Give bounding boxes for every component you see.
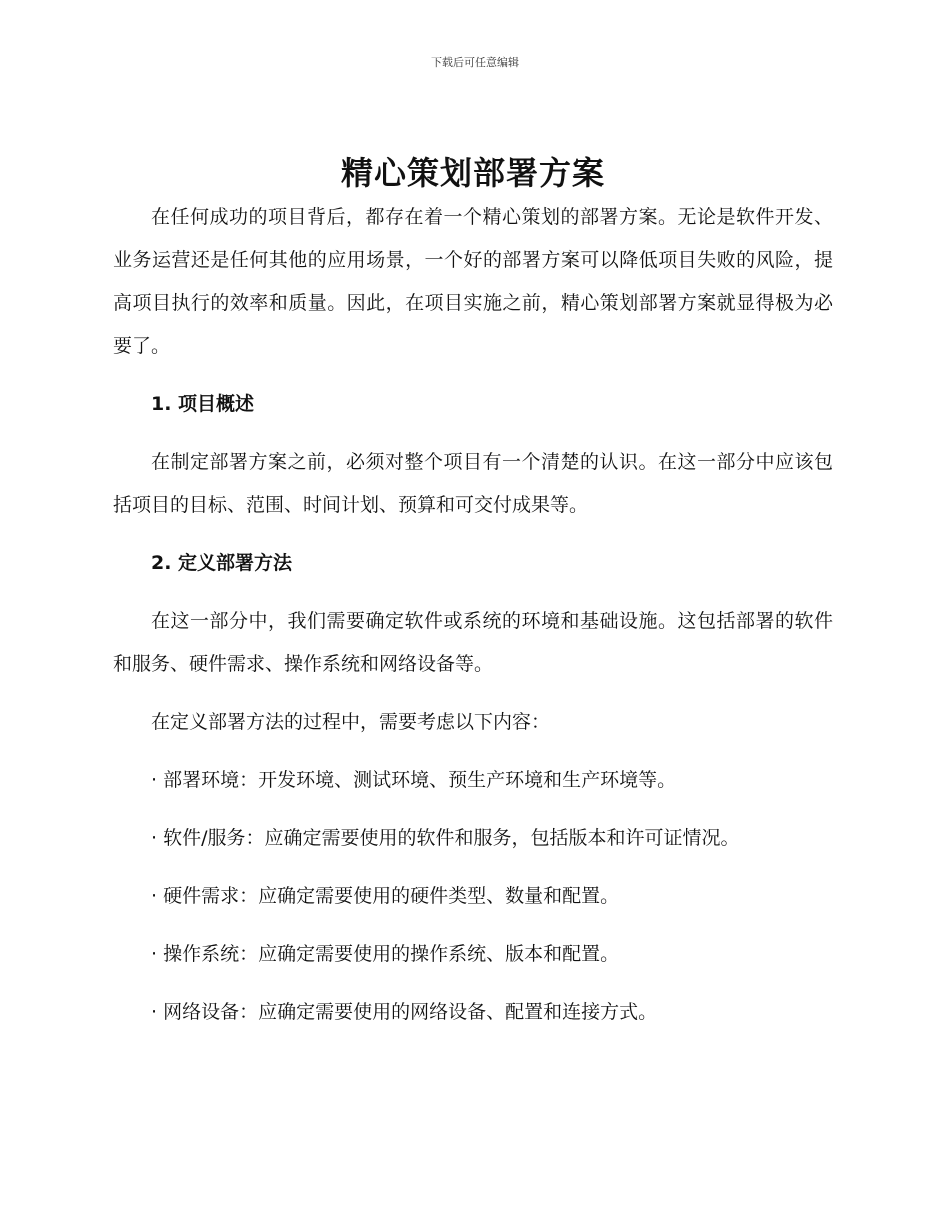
- section-heading-overview: 1. 项目概述: [151, 393, 255, 415]
- document-content: [113, 150, 833, 1034]
- section-overview-body: 在制定部署方案之前，必须对整个项目有一个清楚的认识。在这一部分中应该包括项目的目标、范围、时间计划、预算和可交付成果等。: [113, 451, 833, 516]
- section-deployment-body: 在这一部分中，我们需要确定软件或系统的环境和基础设施。这包括部署的软件和服务、硬件需求、操作系统和网络设备等。: [113, 610, 833, 675]
- bullet-item: · 操作系统：应确定需要使用的操作系统、版本和配置。: [151, 943, 620, 965]
- bullet-item: · 网络设备：应确定需要使用的网络设备、配置和连接方式。: [151, 1001, 658, 1023]
- document-title: 精心策划部署方案: [340, 154, 605, 192]
- header-note: 下载后可任意编辑: [431, 56, 519, 69]
- bullet-item: · 部署环境：开发环境、测试环境、预生产环境和生产环境等。: [151, 769, 677, 791]
- section-heading-deployment-method: 2. 定义部署方法: [151, 552, 293, 574]
- bullet-item: · 软件/服务：应确定需要使用的软件和服务，包括版本和许可证情况。: [151, 827, 740, 849]
- intro-paragraph: 在任何成功的项目背后，都存在着一个精心策划的部署方案。无论是软件开发、业务运营还是任何其他的应用场景，一个好的部署方案可以降低项目失败的风险，提高项目执行的效率和质量。因此，在项目实施之前，精心策划部署方案就显得极为必要了。: [113, 206, 833, 357]
- bullet-item: · 硬件需求：应确定需要使用的硬件类型、数量和配置。: [151, 885, 620, 907]
- deployment-lead: 在定义部署方法的过程中，需要考虑以下内容：: [151, 711, 551, 733]
